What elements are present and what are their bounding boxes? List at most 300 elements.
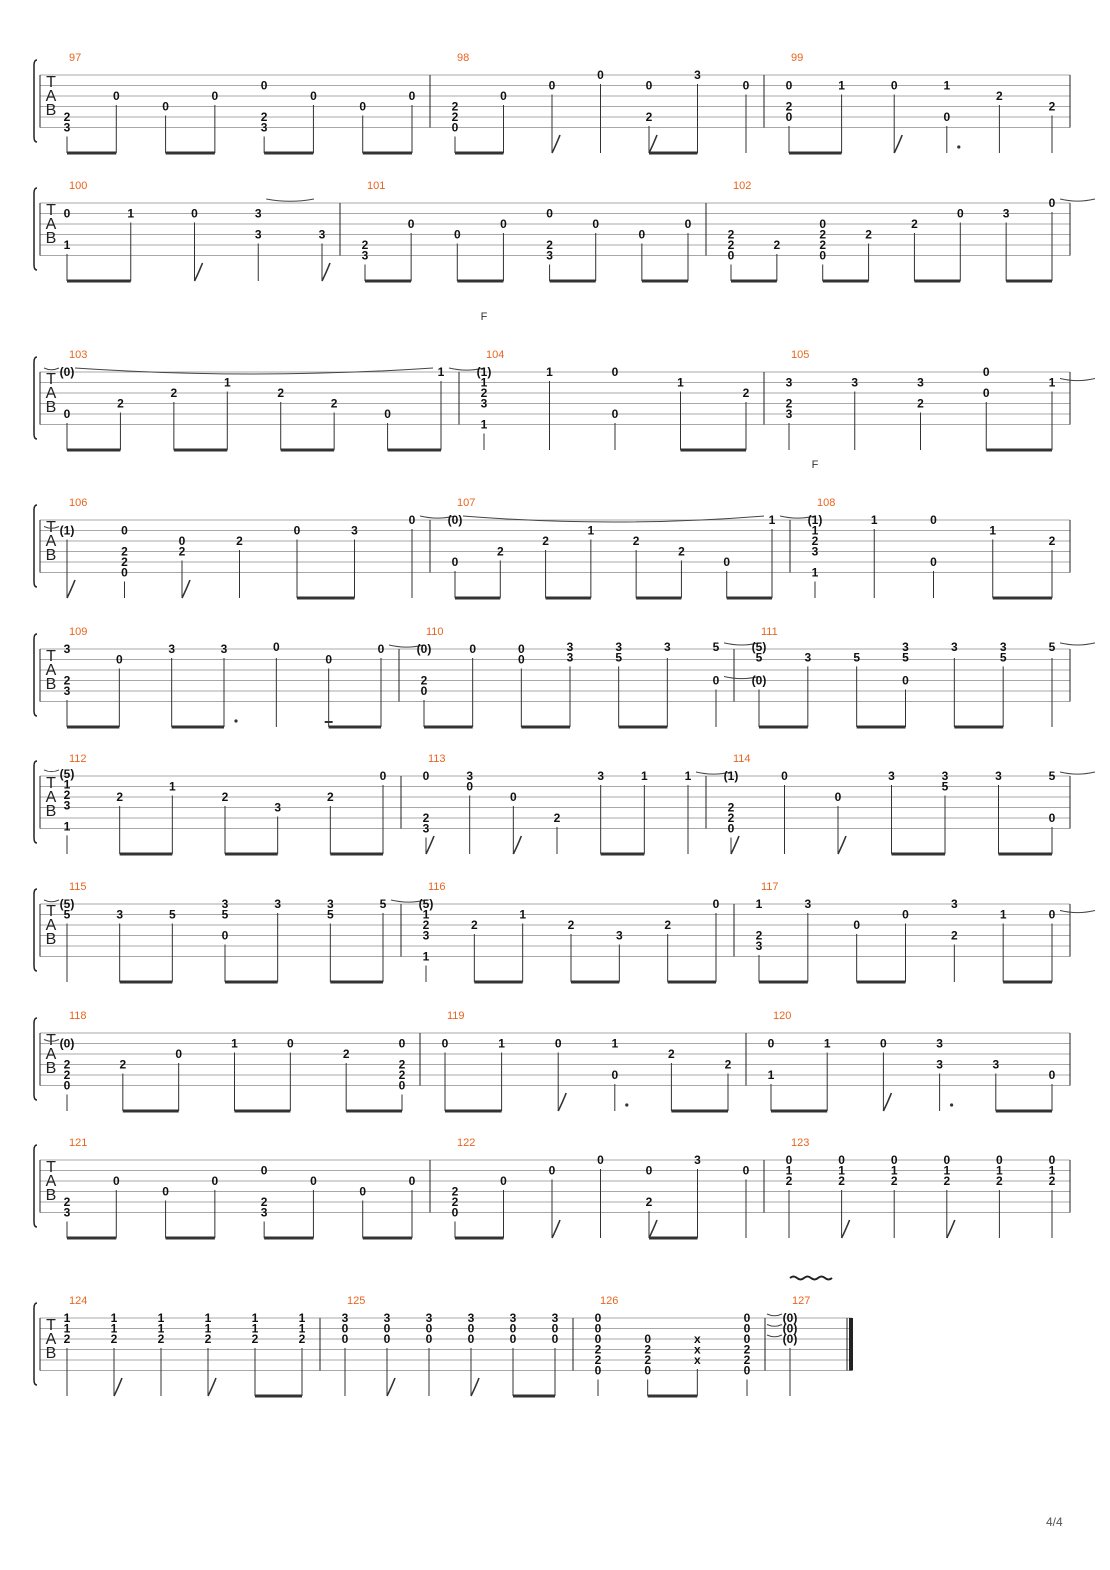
tab-system xyxy=(34,459,1070,598)
fret-number: 2 xyxy=(116,790,124,804)
tab-clef-letter: A xyxy=(45,662,57,679)
tie-arc xyxy=(1060,199,1095,201)
fret-number: 0 xyxy=(451,120,459,135)
eighth-flag xyxy=(838,836,846,854)
fret-number: 0 xyxy=(644,1332,652,1346)
tie-arc xyxy=(75,368,433,374)
system-bracket xyxy=(34,505,37,587)
fret-number: 2 xyxy=(943,1174,951,1188)
fret-number: 1 xyxy=(823,1036,831,1051)
fret-number: 0 xyxy=(500,1174,507,1188)
fret-number: 3 xyxy=(785,407,793,421)
tab-clef-letter: T xyxy=(46,775,56,792)
fret-number: 1 xyxy=(63,777,71,792)
fret-number: 3 xyxy=(361,248,369,263)
fret-number: 1 xyxy=(870,513,878,527)
fret-number: 1 xyxy=(811,565,819,580)
fret-number: (0) xyxy=(782,1332,798,1346)
rhythm-dot xyxy=(234,719,237,722)
fret-number: 2 xyxy=(204,1332,212,1346)
fret-number: 0 xyxy=(723,555,731,569)
fret-number: 0 xyxy=(819,217,827,231)
measure xyxy=(64,1295,320,1396)
fret-number: 1 xyxy=(838,1163,845,1178)
fret-number: 2 xyxy=(644,1342,652,1357)
measure xyxy=(452,52,764,153)
measure-number: 124 xyxy=(69,1295,88,1307)
fret-number: 0 xyxy=(467,1321,475,1336)
fret-number: 1 xyxy=(498,1036,505,1051)
system-bracket xyxy=(34,1018,37,1100)
measure-number: 97 xyxy=(69,52,82,64)
tie-arc xyxy=(44,368,59,370)
fret-number: 2 xyxy=(546,238,553,252)
fret-number: 3 xyxy=(785,375,793,390)
fret-number: 2 xyxy=(221,790,229,804)
fret-number: 2 xyxy=(727,238,735,252)
tie-arc xyxy=(44,900,59,902)
fret-number: 3 xyxy=(467,1311,475,1325)
fret-number: 1 xyxy=(838,78,845,93)
tab-system xyxy=(34,52,1070,153)
fret-number: 0 xyxy=(211,1174,219,1188)
fret-number: 0 xyxy=(293,523,301,538)
fret-number: 0 xyxy=(548,78,556,93)
fret-number: 2 xyxy=(727,227,735,242)
measure xyxy=(595,1295,765,1396)
fret-number: 0 xyxy=(902,907,909,922)
fret-number: 1 xyxy=(1048,375,1056,390)
fret-number: 5 xyxy=(902,650,909,665)
fret-number: 5 xyxy=(168,907,176,922)
fret-number: 3 xyxy=(546,248,553,263)
fret-number: 1 xyxy=(989,523,997,538)
tab-clef-letter: T xyxy=(46,648,56,665)
fret-number: 0 xyxy=(112,1174,120,1188)
fret-number: 0 xyxy=(325,652,333,667)
measure xyxy=(419,881,734,982)
fret-number: 0 xyxy=(1048,907,1056,922)
fret-number: 2 xyxy=(755,928,763,943)
fret-number: 1 xyxy=(110,1321,118,1336)
fret-number: 3 xyxy=(566,650,574,665)
fret-number: 3 xyxy=(63,1205,71,1220)
measure-number: 98 xyxy=(457,52,470,64)
rhythm-dot xyxy=(957,145,960,148)
fret-number: 1 xyxy=(298,1321,306,1336)
measure xyxy=(44,881,426,982)
fret-number: 2 xyxy=(422,811,430,825)
fret-number: 0 xyxy=(191,206,198,221)
fret-number: 5 xyxy=(853,650,861,665)
fret-number: 0 xyxy=(272,639,280,654)
fret-number: (5) xyxy=(751,639,767,654)
fret-number: 0 xyxy=(121,565,128,580)
measure xyxy=(728,180,1095,281)
fret-number: 2 xyxy=(63,1057,71,1072)
fret-number: 0 xyxy=(1048,1153,1056,1167)
fret-number: 1 xyxy=(204,1311,212,1325)
measure-number: 109 xyxy=(69,626,88,638)
fret-number: 3 xyxy=(326,897,334,911)
fret-number: 0 xyxy=(982,365,990,379)
fret-number: 0 xyxy=(546,206,553,221)
tab-clef-letter: A xyxy=(45,216,57,233)
fret-number: 0 xyxy=(880,1036,887,1051)
tie-arc xyxy=(767,1335,782,1337)
tab-clef-letter: A xyxy=(45,789,57,806)
fret-number: 0 xyxy=(408,1174,416,1188)
measure-number: 121 xyxy=(69,1137,88,1149)
fret-number: 0 xyxy=(956,206,964,221)
fret-number: 1 xyxy=(519,907,527,922)
fret-number: 0 xyxy=(743,1311,751,1325)
measure-number: 107 xyxy=(457,497,476,509)
tab-clef-letter: B xyxy=(45,399,57,416)
fret-number: 2 xyxy=(63,787,71,802)
fret-number: 0 xyxy=(819,248,827,263)
fret-number: 2 xyxy=(645,110,653,124)
tab-clef-letter: A xyxy=(45,88,57,105)
fret-number: (0) xyxy=(751,673,767,688)
fret-number: 2 xyxy=(542,534,549,548)
fret-number: 2 xyxy=(838,1174,845,1188)
measure-number: 114 xyxy=(733,753,751,765)
fret-number: 0 xyxy=(838,1153,845,1167)
fret-number: 0 xyxy=(594,1332,602,1346)
fret-number: 2 xyxy=(743,1353,751,1367)
fret-number: 5 xyxy=(63,907,71,922)
tab-clef-letter: A xyxy=(45,1173,57,1190)
fret-number: 1 xyxy=(640,769,648,783)
fret-number: 2 xyxy=(260,1195,268,1209)
fret-number: 1 xyxy=(157,1321,165,1336)
fret-number: 2 xyxy=(496,544,504,559)
fret-number: 3 xyxy=(811,544,819,559)
fret-number: 2 xyxy=(326,790,334,804)
fret-number: 0 xyxy=(743,1321,751,1336)
fret-number: 1 xyxy=(251,1311,259,1325)
fret-number: 2 xyxy=(298,1332,306,1346)
fret-number: 1 xyxy=(127,206,135,221)
fret-number: 3 xyxy=(63,642,71,656)
fret-number: 3 xyxy=(995,769,1002,783)
fret-number: 0 xyxy=(902,673,909,688)
fret-number: 1 xyxy=(231,1036,238,1051)
system-bracket xyxy=(34,1145,37,1227)
fret-number: 3 xyxy=(615,639,623,654)
eighth-flag xyxy=(552,1220,560,1238)
fret-number: 0 xyxy=(1048,811,1056,825)
fret-number: 2 xyxy=(451,1184,459,1199)
fret-number: 0 xyxy=(310,1174,317,1188)
tie-arc xyxy=(1060,911,1095,913)
measure-number: 105 xyxy=(791,349,810,361)
fret-number: 0 xyxy=(63,407,71,421)
measure-number: 101 xyxy=(367,180,386,192)
fret-number: 3 xyxy=(950,897,958,911)
tab-clef-letter: B xyxy=(45,230,57,247)
fret-number: 0 xyxy=(551,1321,559,1336)
fret-number: 0 xyxy=(767,1036,775,1051)
fret-number: 3 xyxy=(383,1311,391,1325)
fret-number: (0) xyxy=(447,513,463,527)
fret-number: 1 xyxy=(480,375,488,390)
fret-number: 3 xyxy=(936,1057,943,1072)
fret-number: 1 xyxy=(437,365,445,379)
measure xyxy=(64,180,340,281)
measure-number: 120 xyxy=(773,1010,792,1022)
eighth-flag xyxy=(387,1378,395,1396)
fret-number: 5 xyxy=(712,639,720,654)
fret-number: 2 xyxy=(63,673,71,688)
fret-number: 0 xyxy=(178,534,186,548)
page-number: 4/4 xyxy=(1046,1515,1063,1529)
measure-number: 117 xyxy=(761,881,779,893)
measure xyxy=(44,349,484,450)
measure-number: 99 xyxy=(791,52,804,64)
fret-number: 3 xyxy=(63,120,71,135)
fret-number: (0) xyxy=(59,1036,75,1051)
eighth-flag xyxy=(114,1378,122,1396)
system-bracket xyxy=(34,1303,37,1385)
fret-number: x xyxy=(693,1342,701,1357)
fret-number: 1 xyxy=(204,1321,212,1336)
tab-clef-letter: T xyxy=(46,519,56,536)
fret-number: (1) xyxy=(723,769,739,783)
fret-number: 2 xyxy=(420,673,428,688)
measure xyxy=(442,1010,746,1111)
fret-number: 0 xyxy=(63,206,71,221)
fret-number: 0 xyxy=(592,217,600,231)
fret-number: (1) xyxy=(807,513,823,527)
fret-number: 1 xyxy=(480,417,488,432)
fret-number: (5) xyxy=(59,897,75,911)
fret-number: 0 xyxy=(727,821,735,836)
measure xyxy=(752,626,1095,727)
fret-number: 2 xyxy=(121,555,128,569)
eighth-flag xyxy=(322,263,330,281)
fret-number: 3 xyxy=(999,639,1007,654)
tie-arc xyxy=(767,1314,782,1316)
fret-number: 3 xyxy=(888,769,895,783)
eighth-flag xyxy=(67,580,75,598)
tab-clef-letter: B xyxy=(45,1060,57,1077)
fret-number: 2 xyxy=(451,110,459,124)
fret-number: 2 xyxy=(819,238,827,252)
fret-number: 0 xyxy=(638,227,646,242)
fret-number: 1 xyxy=(611,1036,619,1051)
fret-number: 0 xyxy=(509,1321,517,1336)
fret-number: 0 xyxy=(645,1163,653,1178)
fret-number: (0) xyxy=(782,1311,798,1325)
fret-number: 3 xyxy=(480,396,488,411)
fret-number: 0 xyxy=(509,1332,517,1346)
system-bracket xyxy=(34,357,37,439)
measure xyxy=(808,459,1070,598)
measure xyxy=(477,311,764,450)
fret-number: 1 xyxy=(811,523,819,538)
fret-number: 2 xyxy=(451,1195,459,1209)
fret-number: 2 xyxy=(785,99,793,114)
tab-clef-letter: T xyxy=(46,1317,56,1334)
fret-number: 0 xyxy=(785,1153,793,1167)
fret-number: 3 xyxy=(917,375,924,390)
fret-number: 3 xyxy=(804,897,812,911)
fret-number: 3 xyxy=(551,1311,559,1325)
measure-number: 118 xyxy=(69,1010,87,1022)
eighth-flag xyxy=(195,263,203,281)
fret-number: 0 xyxy=(982,386,990,400)
fret-number: 1 xyxy=(63,1321,71,1336)
tie-arc xyxy=(1060,379,1095,381)
fret-number: 0 xyxy=(943,1153,951,1167)
measure xyxy=(423,753,731,854)
fret-number: 0 xyxy=(594,1321,602,1336)
fret-number: 0 xyxy=(260,78,268,93)
fret-number: 1 xyxy=(890,1163,898,1178)
fret-number: 2 xyxy=(678,544,685,559)
fret-number: 2 xyxy=(251,1332,259,1346)
fret-number: (5) xyxy=(59,766,75,781)
fret-number: 2 xyxy=(727,811,735,825)
fret-number: 2 xyxy=(1048,534,1056,548)
fret-number: 0 xyxy=(509,790,517,804)
system-bracket xyxy=(34,761,37,843)
fret-number: (0) xyxy=(59,365,75,379)
tab-clef-letter: B xyxy=(45,676,57,693)
measure-number: 127 xyxy=(792,1295,811,1307)
tab-clef-letter: T xyxy=(46,371,56,388)
fret-number: 3 xyxy=(509,1311,517,1325)
fret-number: 2 xyxy=(594,1342,602,1357)
tab-clef-letter: T xyxy=(46,903,56,920)
measure-number: 116 xyxy=(428,881,446,893)
fret-number: 0 xyxy=(644,1363,652,1378)
fret-number: 1 xyxy=(943,1163,951,1178)
eighth-flag xyxy=(649,135,657,153)
fret-number: 1 xyxy=(63,1311,71,1325)
tab-system xyxy=(34,180,1095,281)
measure-number: 102 xyxy=(733,180,752,192)
tab-clef-letter: B xyxy=(45,931,57,948)
fret-number: 1 xyxy=(767,1068,775,1082)
fret-number: 2 xyxy=(644,1353,652,1367)
fret-number: 2 xyxy=(110,1332,118,1346)
fret-number: 3 xyxy=(254,206,262,221)
fret-number: 0 xyxy=(684,217,692,231)
fret-number: 2 xyxy=(724,1057,732,1072)
fret-number: 2 xyxy=(451,99,459,114)
fret-number: 2 xyxy=(117,396,124,411)
fret-number: 0 xyxy=(853,918,861,932)
fret-number: 2 xyxy=(260,110,268,124)
fret-number: 2 xyxy=(668,1047,675,1061)
fret-number: 3 xyxy=(220,642,228,656)
measure xyxy=(44,753,401,854)
tab-systems xyxy=(34,52,1095,1396)
tab-clef-letter: A xyxy=(45,1046,57,1063)
fret-number: 3 xyxy=(663,639,671,654)
fret-number: 2 xyxy=(330,396,338,411)
measure-number: 113 xyxy=(428,753,446,765)
tab-system xyxy=(34,626,1095,727)
fret-number: 0 xyxy=(1048,1068,1056,1082)
measure xyxy=(767,1277,853,1397)
fret-number: 1 xyxy=(168,779,176,794)
fret-number: 1 xyxy=(996,1163,1003,1178)
tab-clef-letter: T xyxy=(46,1159,56,1176)
measure-number: 123 xyxy=(791,1137,810,1149)
measure xyxy=(452,1137,764,1238)
measure-number: 119 xyxy=(447,1010,465,1022)
eighth-flag xyxy=(208,1378,216,1396)
fret-number: 1 xyxy=(422,949,430,964)
fret-number: 3 xyxy=(755,939,763,953)
fret-number: 3 xyxy=(902,639,909,654)
fret-number: 2 xyxy=(950,928,958,943)
eighth-flag xyxy=(947,1220,955,1238)
fret-number: 0 xyxy=(597,68,604,82)
tab-clef-letter: B xyxy=(45,1187,57,1204)
fret-number: 0 xyxy=(500,217,507,231)
measure xyxy=(756,881,1095,982)
tab-system xyxy=(34,311,1095,450)
tie-arc xyxy=(767,1325,782,1327)
tab-system xyxy=(34,1010,1070,1111)
tab-clef-letter: B xyxy=(45,102,57,119)
fret-number: 1 xyxy=(587,523,595,538)
fret-number: 2 xyxy=(911,217,918,231)
fret-number: 0 xyxy=(260,1163,268,1178)
fret-number: 5 xyxy=(999,650,1007,665)
fret-number: 0 xyxy=(162,99,169,114)
fret-number: 2 xyxy=(785,1174,793,1188)
fret-number: x xyxy=(693,1353,701,1367)
fret-number: 2 xyxy=(63,1195,71,1209)
fret-number: 2 xyxy=(398,1057,406,1072)
tie-arc xyxy=(1060,643,1095,645)
eighth-flag xyxy=(558,1093,566,1111)
fret-number: 5 xyxy=(1048,769,1056,783)
fret-number: 0 xyxy=(594,1363,602,1378)
fret-number: 3 xyxy=(566,639,574,654)
fret-number: 2 xyxy=(664,918,672,932)
fret-number: 3 xyxy=(274,897,282,911)
fret-number: 3 xyxy=(1002,206,1010,221)
measure xyxy=(786,1137,1070,1238)
fret-number: 2 xyxy=(594,1353,602,1367)
fret-number: 1 xyxy=(157,1311,165,1325)
tab-clef-letter: B xyxy=(45,547,57,564)
measure xyxy=(342,1295,573,1396)
fret-number: 0 xyxy=(611,1068,619,1082)
fret-number: 0 xyxy=(451,555,459,569)
measure xyxy=(64,52,430,153)
fret-number: 0 xyxy=(517,642,525,656)
measure-number: 110 xyxy=(426,626,444,638)
tab-clef-letter: T xyxy=(46,1032,56,1049)
system-bracket xyxy=(34,889,37,971)
fret-number: 3 xyxy=(260,1205,268,1220)
fret-number: 2 xyxy=(890,1174,898,1188)
fret-number: 2 xyxy=(742,386,750,400)
system-bracket xyxy=(34,60,37,142)
fret-number: 0 xyxy=(383,1332,391,1346)
fret-number: 1 xyxy=(63,819,71,834)
fret-number: 3 xyxy=(422,928,430,943)
fret-number: 2 xyxy=(819,227,827,242)
